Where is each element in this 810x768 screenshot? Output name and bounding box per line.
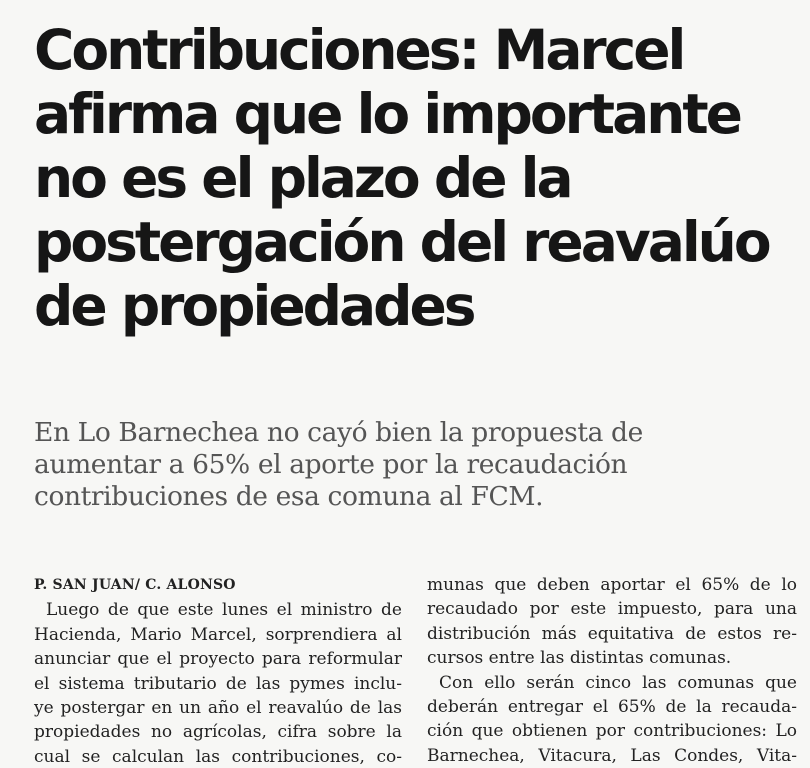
body-line: distribución más equitativa de estos re- bbox=[427, 623, 797, 644]
body-line: munas que deben aportar el 65% de lo bbox=[427, 575, 797, 595]
body-line: propiedades no agrícolas, cifra sobre la bbox=[34, 722, 402, 743]
headline-line: no es el plazo de la bbox=[34, 146, 571, 210]
headline bbox=[34, 18, 804, 338]
article-column-left bbox=[34, 573, 402, 768]
body-line: Hacienda, Mario Marcel, sorprendiera al bbox=[34, 624, 402, 645]
deck-line: contribuciones de esa comuna al FCM. bbox=[34, 481, 544, 512]
headline-line: postergación del reavalúo bbox=[34, 210, 769, 274]
body-line: anunciar que el proyecto para reformular bbox=[34, 649, 402, 670]
deck-line: En Lo Barnechea no cayó bien la propuesta de bbox=[34, 417, 643, 448]
body-line: cual se calculan las contribuciones, co- bbox=[34, 746, 402, 767]
body-line: el sistema tributario de las pymes inclu- bbox=[34, 673, 402, 694]
headline-line: afirma que lo importante bbox=[34, 82, 740, 146]
body-line: Barnechea, Vitacura, Las Condes, Vita- bbox=[427, 745, 797, 766]
headline-line: de propiedades bbox=[34, 274, 474, 338]
body-line: ye postergar en un año el reavalúo de las bbox=[34, 698, 402, 719]
headline-line: Contribuciones: Marcel bbox=[34, 18, 684, 82]
body-line: ción que obtienen por contribuciones: Lo bbox=[427, 721, 797, 742]
body-line: cursos entre las distintas comunas. bbox=[427, 648, 732, 669]
body-line: deberán entregar el 65% de la recauda- bbox=[427, 697, 797, 718]
article-column-right bbox=[427, 573, 797, 768]
body-line: recaudado por este impuesto, para una bbox=[427, 599, 797, 620]
deck-line: aumentar a 65% el aporte por la recaudación bbox=[34, 449, 628, 480]
body-line: Luego de que este lunes el ministro de bbox=[46, 600, 402, 621]
byline: P. SAN JUAN/ C. ALONSO bbox=[34, 577, 236, 593]
deck-subtitle bbox=[34, 417, 804, 513]
body-line: Con ello serán cinco las comunas que bbox=[439, 672, 797, 693]
